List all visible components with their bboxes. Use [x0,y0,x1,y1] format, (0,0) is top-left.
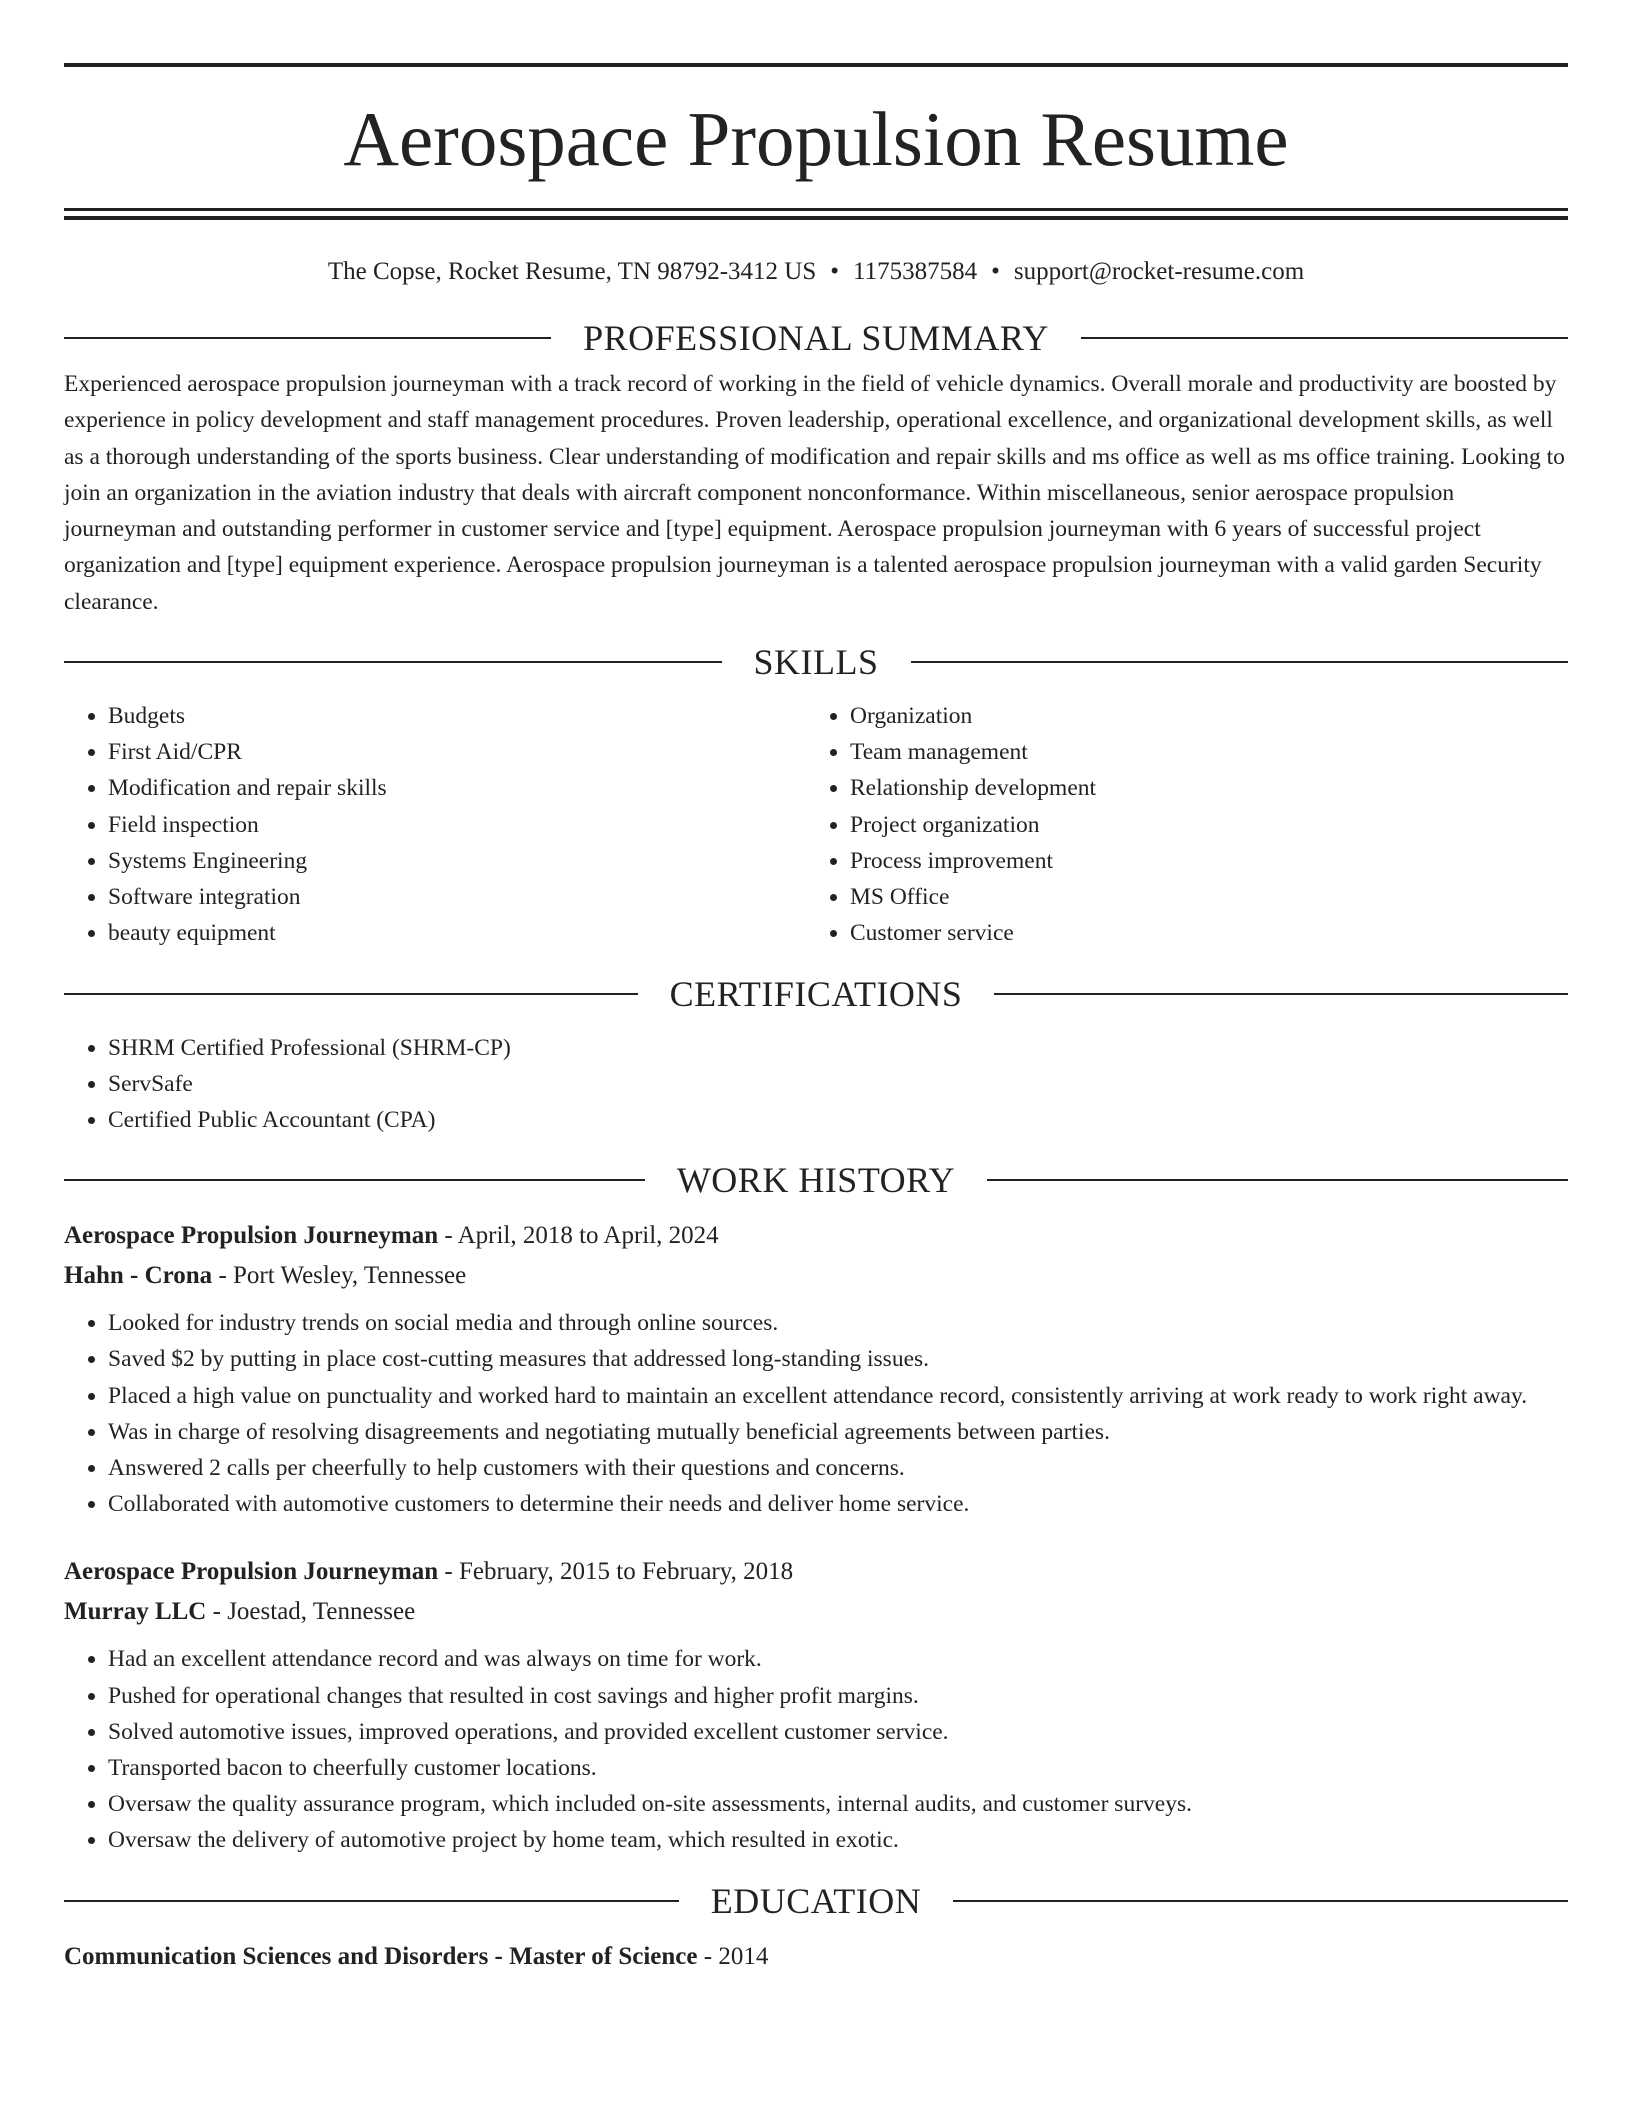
dash: - [206,1598,228,1626]
section-rule [64,993,638,995]
contact-email: support@rocket-resume.com [1013,258,1305,285]
skills-column-left [64,698,806,951]
job-location: Port Wesley, Tennessee [233,1262,467,1290]
education-entry [64,1937,1568,1977]
section-rule [953,1900,1568,1902]
job-bullet: • Saved $2 by putting in place cost-cutting measures that addressed long-standing issues. [108,1341,1568,1377]
section-title-skills: SKILLS [753,642,879,683]
job-bullet: • Had an excellent attendance record and was always on time for work. [108,1641,1568,1677]
dash: - [438,1222,458,1250]
job-bullet: • Answered 2 calls per cheerfully to help customers with their questions and concerns. [108,1450,1568,1486]
summary-text: Experienced aerospace propulsion journeyman with a track record of working in the field of vehicle dynamics. Overall morale and productivity are boosted by experience in policy development and staff management procedures. Proven leadership, operational excellence, and organizational development skills, as well as a thorough understanding of the sports business. Clear understanding of modification and repair skills and ms office as well as ms office training. Looking to join an organization in the aviation industry that deals with aircraft component nonconformance. Within miscellaneous, senior aerospace propulsion journeyman and outstanding performer in customer service and [type] equipment. Aerospace propulsion journeyman with 6 years of successful project organization and [type] equipment experience. Aerospace propulsion journeyman is a talented aerospace propulsion journeyman with a valid garden Security clearance. [64,371,1565,615]
job-location: Joestad, Tennessee [227,1598,416,1626]
job-bullets [64,1305,1568,1522]
skill-item: • Process improvement [850,843,1548,879]
skill-item: • First Aid/CPR [108,734,806,770]
section-rule [64,1179,645,1181]
section-title-work: WORK HISTORY [676,1160,956,1201]
contact-address: The Copse, Rocket Resume, TN 98792-3412 US [327,258,817,285]
contact-line [64,256,1568,288]
job-entry [64,1216,1568,1522]
job-company: Hahn - Crona [64,1262,213,1290]
job-title: Aerospace Propulsion Journeyman [64,1558,439,1586]
job-title: Aerospace Propulsion Journeyman [64,1222,439,1250]
contact-separator: • [830,258,839,285]
skill-item: • Project organization [850,807,1548,843]
skill-item: • Software integration [108,879,806,915]
section-header-work [64,1158,1568,1202]
job-title-line [64,1216,1568,1256]
skills-column-right [806,698,1548,951]
job-company-line [64,1256,1568,1296]
section-title-education: EDUCATION [710,1880,922,1921]
dash: - [438,1558,459,1586]
job-bullet: • Transported bacon to cheerfully customer locations. [108,1750,1568,1786]
contact-separator: • [991,258,1000,285]
dash: - [212,1262,234,1290]
job-bullet: • Placed a high value on punctuality and worked hard to maintain an excellent attendance record, consistently arriving at work ready to work right away. [108,1378,1568,1414]
job-company-line [64,1592,1568,1632]
job-bullet: • Was in charge of resolving disagreements and negotiating mutually beneficial agreements between parties. [108,1414,1568,1450]
skill-item: • beauty equipment [108,915,806,951]
job-bullets [64,1641,1568,1858]
education-degree: Communication Sciences and Disorders - Master of Science [64,1942,698,1970]
skill-item: • Organization [850,698,1548,734]
section-header-summary [64,316,1568,360]
skill-item: • Field inspection [108,807,806,843]
certification-item: • SHRM Certified Professional (SHRM-CP) [108,1030,1568,1066]
skill-item: • Modification and repair skills [108,770,806,806]
skill-item: • Team management [850,734,1548,770]
section-title-certifications: CERTIFICATIONS [669,973,963,1014]
job-dates: April, 2018 to April, 2024 [457,1222,719,1250]
skill-item: • Customer service [850,915,1548,951]
job-bullet: • Looked for industry trends on social media and through online sources. [108,1305,1568,1341]
section-rule [994,993,1568,995]
job-entry [64,1552,1568,1858]
section-header-skills [64,640,1568,684]
dash: - [697,1942,719,1970]
job-company: Murray LLC [64,1598,207,1626]
contact-phone: 1175387584 [853,258,978,285]
section-rule [64,661,722,663]
job-bullet: • Oversaw the quality assurance program, which included on-site assessments, internal audits, and customer surveys. [108,1786,1568,1822]
skill-item: • Relationship development [850,770,1548,806]
skill-item: • MS Office [850,879,1548,915]
job-title-line [64,1552,1568,1592]
certification-item: • ServSafe [108,1066,1568,1102]
top-rule [64,63,1568,67]
job-bullet: • Collaborated with automotive customers to determine their needs and deliver home service. [108,1486,1568,1522]
section-header-certifications [64,972,1568,1016]
skills-list [64,698,1568,951]
section-header-education [64,1879,1568,1923]
title-double-rule [64,208,1568,220]
section-rule [64,1900,679,1902]
job-bullet: • Solved automotive issues, improved operations, and provided excellent customer service. [108,1714,1568,1750]
resume-page [64,0,1568,1977]
skill-item: • Budgets [108,698,806,734]
section-rule [911,661,1569,663]
skill-item: • Systems Engineering [108,843,806,879]
section-rule [1081,337,1568,339]
job-bullet: • Pushed for operational changes that resulted in cost savings and higher profit margins. [108,1678,1568,1714]
section-title-summary: PROFESSIONAL SUMMARY [583,318,1049,358]
certifications-list [64,1030,1568,1139]
job-bullet: • Oversaw the delivery of automotive project by home team, which resulted in exotic. [108,1822,1568,1858]
certification-item: • Certified Public Accountant (CPA) [108,1102,1568,1138]
job-dates: February, 2015 to February, 2018 [458,1558,794,1586]
section-rule [987,1179,1568,1181]
section-rule [64,337,551,339]
education-year: 2014 [718,1942,769,1970]
resume-title: Aerospace Propulsion Resume [343,96,1289,182]
